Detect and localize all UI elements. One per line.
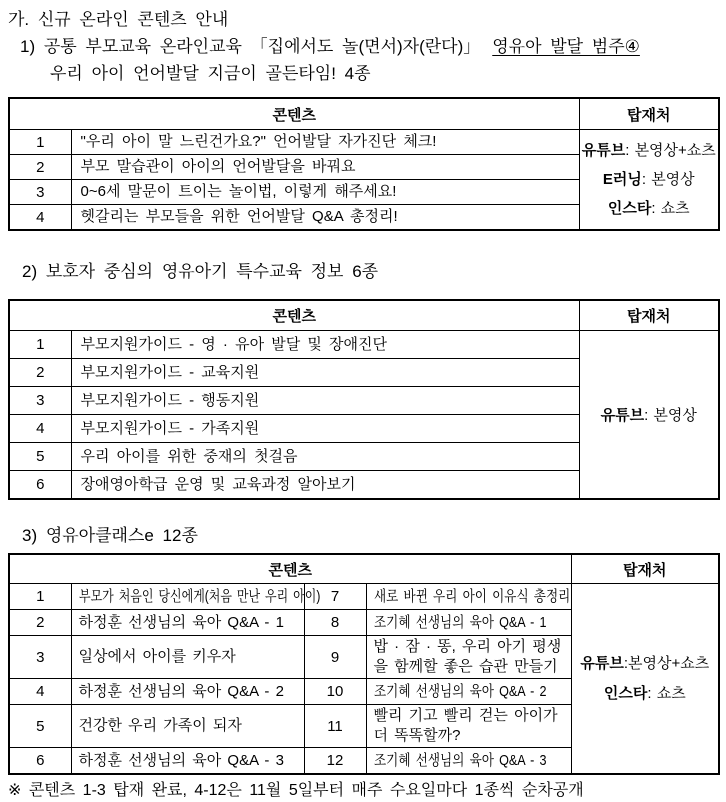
table-row bbox=[9, 331, 719, 359]
content-title-cell: 부모지원가이드 - 가족지원 bbox=[71, 415, 579, 443]
content-title-cell: 하정훈 선생님의 육아 Q&A - 1 bbox=[71, 610, 304, 636]
section3-heading: 3) 영유아클래스e 12종 bbox=[22, 526, 198, 545]
row-number: 10 bbox=[304, 679, 366, 705]
row-number: 3 bbox=[9, 180, 71, 205]
row-number: 6 bbox=[9, 471, 71, 500]
platform-label: 인스타 bbox=[607, 200, 652, 217]
content-table-2 bbox=[8, 299, 720, 500]
content-title-cell: 일상에서 아이를 키우자 bbox=[71, 636, 304, 679]
platform-cell bbox=[571, 584, 719, 775]
row-number: 7 bbox=[304, 584, 366, 610]
content-title-text: 조기혜 선생님의 육아 Q&A - 3 bbox=[373, 751, 547, 769]
content-title-cell bbox=[71, 584, 320, 610]
row-number: 1 bbox=[9, 130, 71, 155]
column-header-content: 콘텐츠 bbox=[9, 98, 579, 130]
section1-heading-text: 1) 공통 부모교육 온라인교육 「집에서도 놀(면서)자(란다)」 bbox=[20, 37, 481, 56]
content-title-text: 조기혜 선생님의 육아 Q&A - 1 bbox=[373, 613, 547, 631]
table-header-row bbox=[9, 554, 719, 584]
section-heading-main: 가. 신규 온라인 콘텐츠 안내 bbox=[8, 10, 229, 29]
platform-value: : 본영상 bbox=[644, 407, 697, 424]
table-row bbox=[9, 130, 719, 155]
content-title-cell bbox=[366, 610, 571, 636]
row-number: 4 bbox=[9, 205, 71, 231]
platform-label: E러닝 bbox=[602, 171, 642, 188]
platform-line bbox=[581, 404, 718, 425]
row-number: 6 bbox=[9, 748, 71, 775]
platform-value: :본영상+쇼츠 bbox=[623, 654, 710, 672]
table-header-row bbox=[9, 98, 719, 130]
row-number: 2 bbox=[9, 610, 71, 636]
platform-cell bbox=[579, 331, 719, 500]
row-number: 11 bbox=[304, 705, 366, 748]
row-number: 4 bbox=[9, 679, 71, 705]
content-title-text: 조기혜 선생님의 육아 Q&A - 2 bbox=[373, 682, 547, 700]
row-number: 4 bbox=[9, 415, 71, 443]
column-header-platform: 탑재처 bbox=[579, 98, 719, 130]
table-row bbox=[9, 584, 719, 610]
column-header-content: 콘텐츠 bbox=[9, 554, 571, 584]
platform-line bbox=[573, 649, 718, 679]
content-title-cell: 0~6세 말문이 트이는 놀이법, 이렇게 해주세요! bbox=[71, 180, 579, 205]
platform-line bbox=[581, 165, 718, 194]
row-number: 2 bbox=[9, 359, 71, 387]
content-table-1 bbox=[8, 97, 720, 231]
platform-line bbox=[581, 194, 718, 223]
row-number: 9 bbox=[304, 636, 366, 679]
platform-value: : 본영상 bbox=[641, 171, 695, 188]
content-title-cell: 부모지원가이드 - 행동지원 bbox=[71, 387, 579, 415]
content-title-cell: 부모지원가이드 - 영 · 유아 발달 및 장애진단 bbox=[71, 331, 579, 359]
column-header-content: 콘텐츠 bbox=[9, 300, 579, 331]
platform-value: : 쇼츠 bbox=[651, 200, 690, 217]
platform-label: 유튜브 bbox=[600, 407, 645, 424]
content-title-text: 새로 바뀐 우리 아이 이유식 총정리 bbox=[373, 587, 570, 605]
content-title-cell: 우리 아이를 위한 중재의 첫걸음 bbox=[71, 443, 579, 471]
content-title-cell: 장애영아학급 운영 및 교육과정 알아보기 bbox=[71, 471, 579, 500]
platform-cell bbox=[579, 130, 719, 231]
content-title-cell bbox=[366, 748, 571, 775]
row-number: 5 bbox=[9, 705, 71, 748]
platform-value: : 본영상+쇼츠 bbox=[625, 142, 716, 159]
platform-line bbox=[581, 136, 718, 165]
column-header-platform: 탑재처 bbox=[571, 554, 719, 584]
row-number: 3 bbox=[9, 387, 71, 415]
content-title-cell: 부모 말습관이 아이의 언어발달을 바꿔요 bbox=[71, 155, 579, 180]
platform-value: : 쇼츠 bbox=[647, 684, 686, 702]
content-title-cell: 헷갈리는 부모들을 위한 언어발달 Q&A 총정리! bbox=[71, 205, 579, 231]
column-header-platform: 탑재처 bbox=[579, 300, 719, 331]
content-title-cell: 하정훈 선생님의 육아 Q&A - 3 bbox=[71, 748, 304, 775]
content-table-3 bbox=[8, 553, 720, 775]
row-number: 3 bbox=[9, 636, 71, 679]
content-title-cell: 빨리 기고 빨리 걷는 아이가 더 똑똑할까? bbox=[366, 705, 571, 748]
content-title-cell: "우리 아이 말 느린건가요?" 언어발달 자가진단 체크! bbox=[71, 130, 579, 155]
content-title-cell bbox=[366, 584, 571, 610]
section1-heading-line2: 우리 아이 언어발달 지금이 골든타임! 4종 bbox=[50, 64, 371, 83]
platform-label: 유튜브 bbox=[580, 654, 624, 672]
content-title-cell bbox=[366, 679, 571, 705]
row-number: 1 bbox=[9, 331, 71, 359]
content-title-cell: 부모지원가이드 - 교육지원 bbox=[71, 359, 579, 387]
content-title-text: 부모가 처음인 당신에게(처음 만난 우리 아이) bbox=[78, 587, 320, 605]
row-number: 8 bbox=[304, 610, 366, 636]
row-number: 1 bbox=[9, 584, 71, 610]
platform-line bbox=[573, 679, 718, 709]
content-title-cell: 하정훈 선생님의 육아 Q&A - 2 bbox=[71, 679, 304, 705]
content-title-cell: 건강한 우리 가족이 되자 bbox=[71, 705, 304, 748]
row-number: 2 bbox=[9, 155, 71, 180]
table-header-row bbox=[9, 300, 719, 331]
row-number: 12 bbox=[304, 748, 366, 775]
section1-heading-underlined: 영유아 발달 범주④ bbox=[492, 37, 640, 56]
section2-heading: 2) 보호자 중심의 영유아기 특수교육 정보 6종 bbox=[22, 262, 379, 281]
platform-label: 유튜브 bbox=[581, 142, 626, 159]
content-title-cell: 밥 · 잠 · 똥, 우리 아기 평생을 함께할 좋은 습관 만들기 bbox=[366, 636, 571, 679]
row-number: 5 bbox=[9, 443, 71, 471]
section1-heading-line1 bbox=[20, 35, 718, 59]
footer-note: ※ 콘텐츠 1-3 탑재 완료, 4-12은 11월 5일부터 매주 수요일마다 1종씩 순차공개 bbox=[8, 782, 584, 799]
platform-label: 인스타 bbox=[603, 684, 648, 702]
